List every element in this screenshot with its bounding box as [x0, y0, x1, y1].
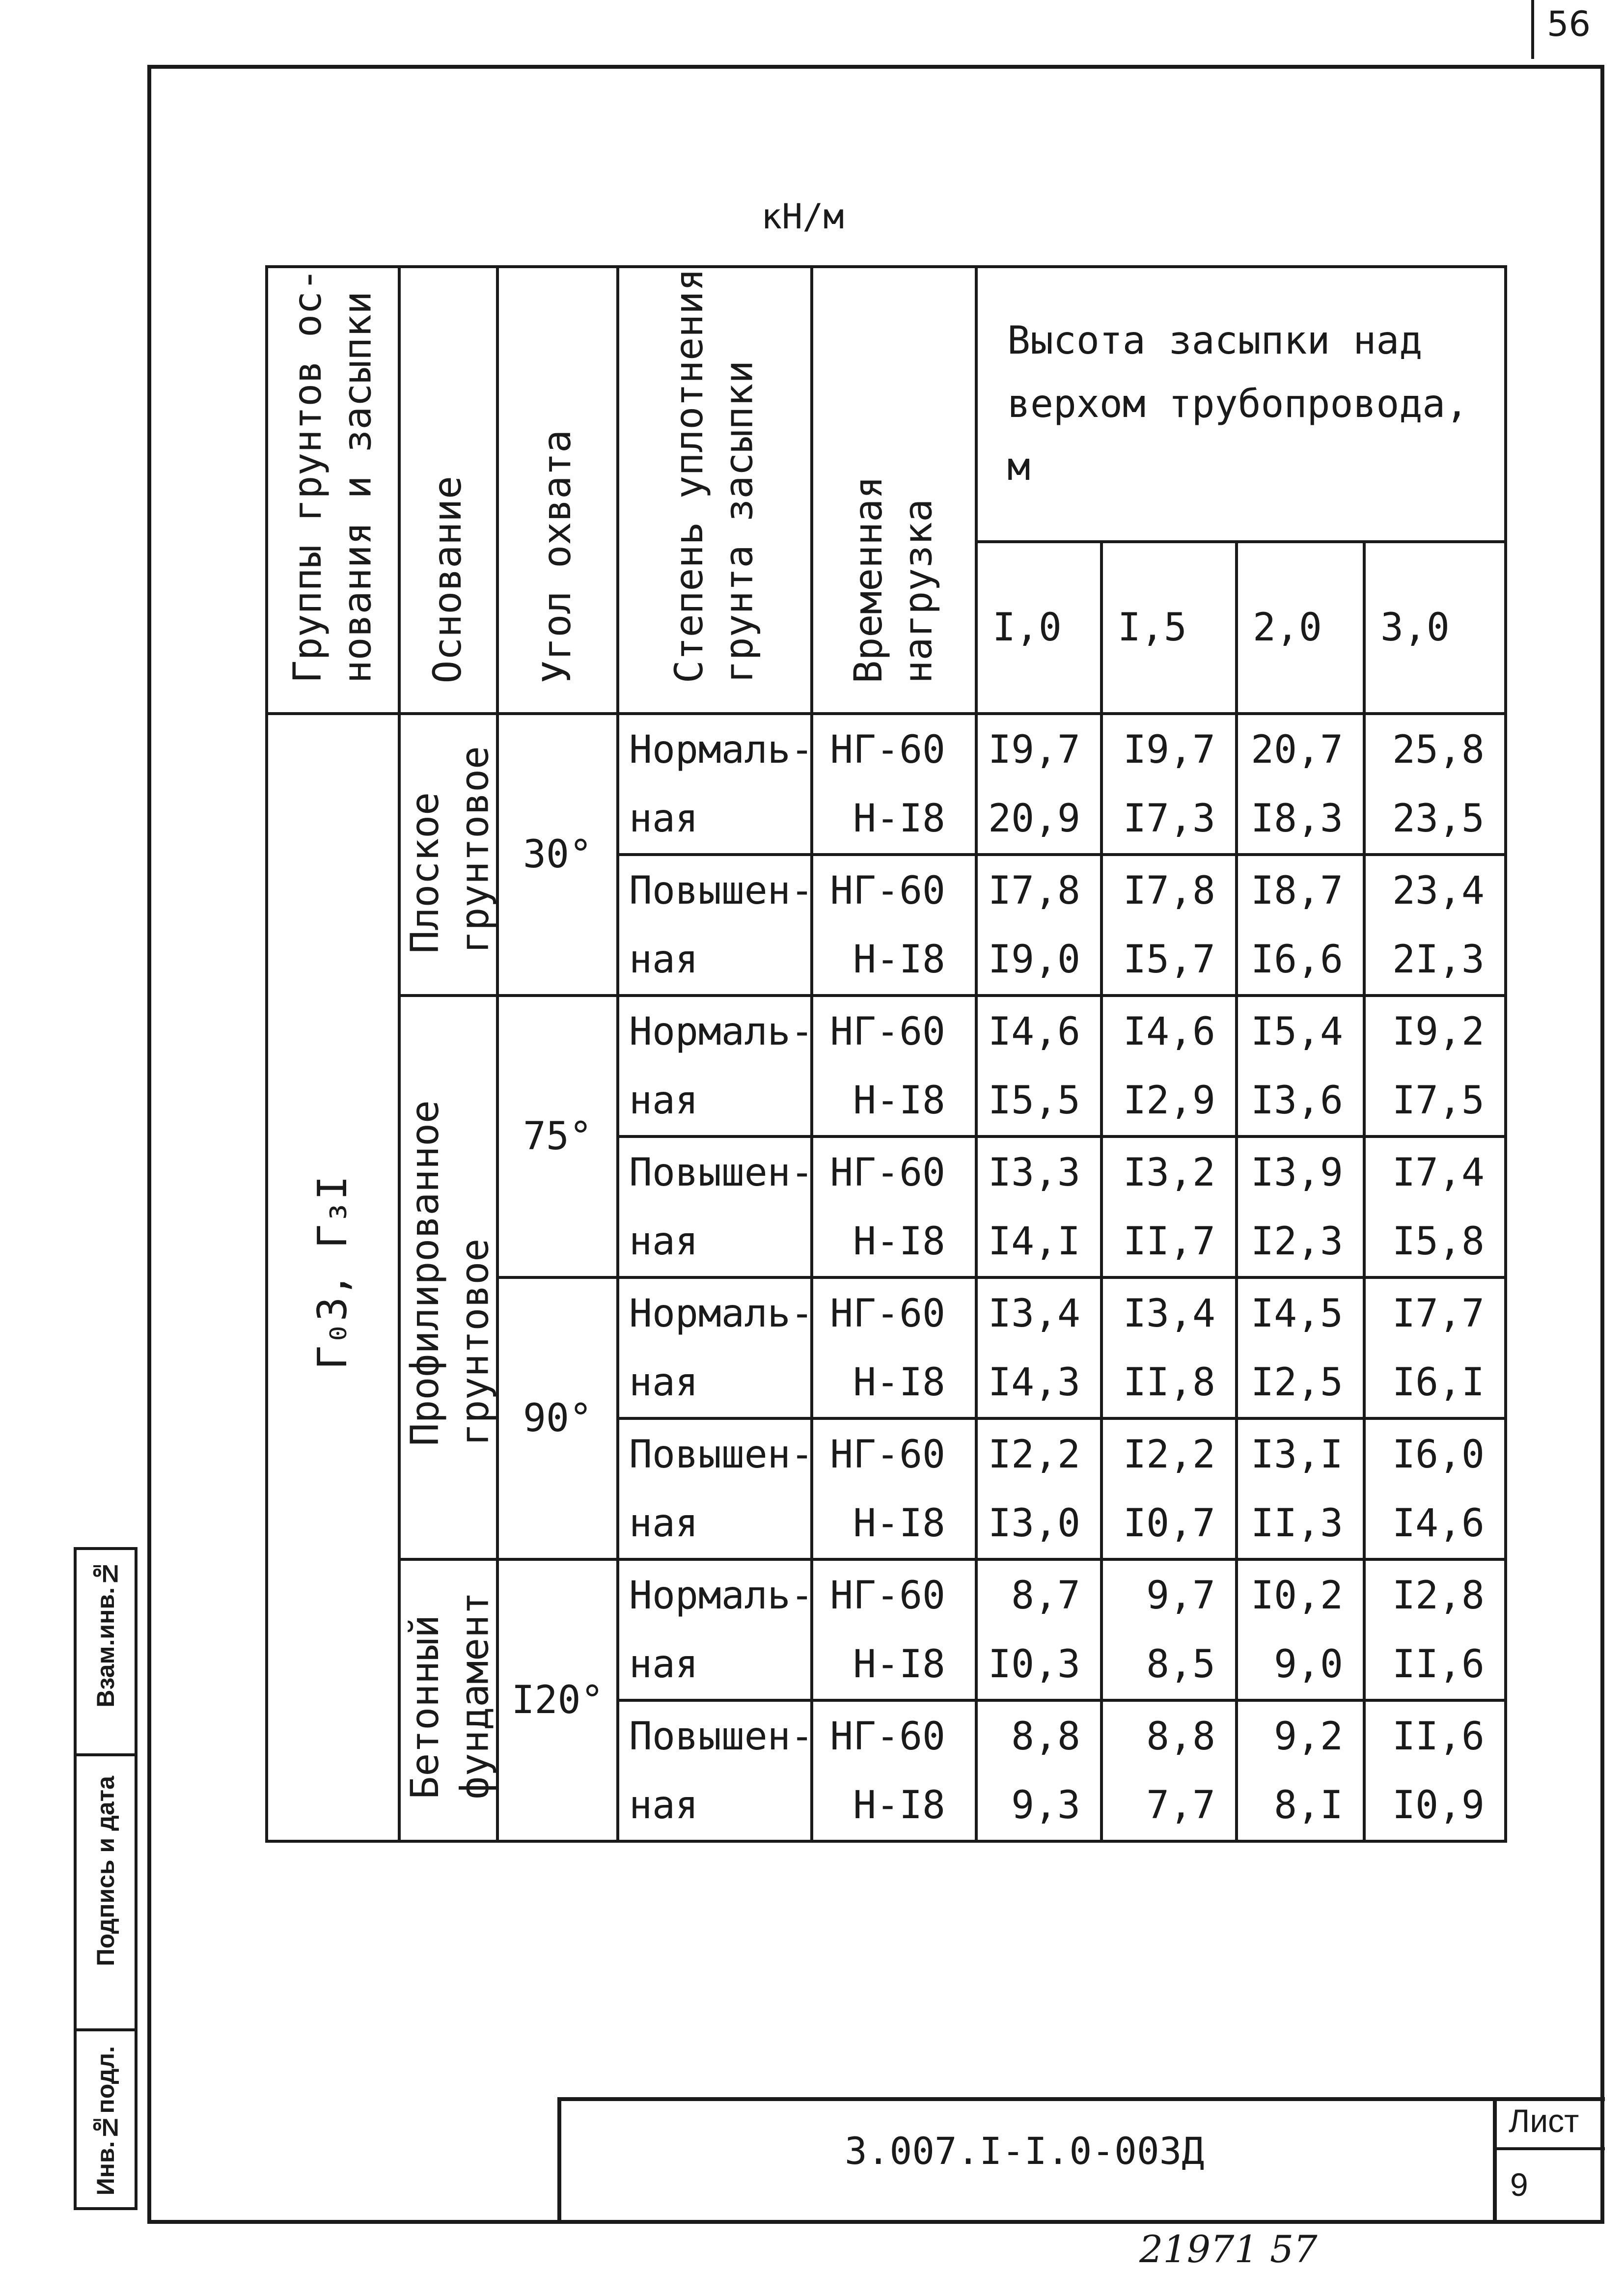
compaction-label: ная — [618, 1348, 812, 1419]
load-value: 2I,3 — [1364, 925, 1506, 996]
header-backfill-height: Высота засыпки над верхом трубопровода, м — [976, 267, 1506, 542]
load-type: Н-I8 — [812, 1771, 976, 1842]
load-value: 23,4 — [1364, 855, 1506, 925]
page-number: 56 — [1547, 4, 1591, 44]
load-value: I7,4 — [1364, 1136, 1506, 1207]
compaction-label: Повышен- — [618, 1700, 812, 1771]
load-value: I5,7 — [1101, 925, 1237, 996]
load-type: НГ-60 — [812, 1418, 976, 1489]
load-type: НГ-60 — [812, 996, 976, 1066]
stamp-cell-signature: Подпись и дата — [77, 1756, 135, 2031]
header-height-1: I,0 — [976, 542, 1101, 714]
load-value: I4,I — [976, 1207, 1101, 1278]
load-value: 9,2 — [1237, 1700, 1364, 1771]
load-value: I7,8 — [1101, 855, 1237, 925]
load-value: I7,7 — [1364, 1277, 1506, 1348]
compaction-label: Нормаль- — [618, 714, 812, 784]
load-value: I4,6 — [1364, 1489, 1506, 1560]
load-type: Н-I8 — [812, 1066, 976, 1137]
load-type: Н-I8 — [812, 1489, 976, 1560]
document-code: 3.007.I-I.0-003Д — [845, 2129, 1205, 2173]
load-value: I0,2 — [1237, 1559, 1364, 1630]
load-value: I3,3 — [976, 1136, 1101, 1207]
load-type: НГ-60 — [812, 1277, 976, 1348]
load-value: I8,7 — [1237, 855, 1364, 925]
load-value: 25,8 — [1364, 714, 1506, 784]
header-height-2: I,5 — [1101, 542, 1237, 714]
load-value: 8,5 — [1101, 1630, 1237, 1701]
angle-cell: I20° — [497, 1559, 618, 1841]
side-stamp — [74, 1547, 138, 2210]
load-value: 8,7 — [976, 1559, 1101, 1630]
soil-group-cell: Г₀3, Г₃I — [267, 714, 399, 1841]
base-type-cell: Плоское грунтовое — [399, 714, 497, 996]
load-value: I9,2 — [1364, 996, 1506, 1066]
angle-cell: 90° — [497, 1277, 618, 1559]
load-value: I6,6 — [1237, 925, 1364, 996]
compaction-label: Нормаль- — [618, 996, 812, 1066]
sheet-number: 9 — [1510, 2166, 1528, 2203]
load-type: НГ-60 — [812, 714, 976, 784]
load-value: 9,3 — [976, 1771, 1101, 1842]
compaction-label: ная — [618, 1630, 812, 1701]
load-value: II,8 — [1101, 1348, 1237, 1419]
load-value: 23,5 — [1364, 784, 1506, 855]
load-value: I3,4 — [976, 1277, 1101, 1348]
load-type: НГ-60 — [812, 1136, 976, 1207]
load-value: 20,9 — [976, 784, 1101, 855]
load-value: I3,I — [1237, 1418, 1364, 1489]
load-value: I3,9 — [1237, 1136, 1364, 1207]
load-value: I0,7 — [1101, 1489, 1237, 1560]
load-value: I6,0 — [1364, 1418, 1506, 1489]
compaction-label: Нормаль- — [618, 1559, 812, 1630]
load-value: I2,9 — [1101, 1066, 1237, 1137]
load-value: I3,6 — [1237, 1066, 1364, 1137]
load-value: I4,3 — [976, 1348, 1101, 1419]
compaction-label: ная — [618, 1771, 812, 1842]
load-value: I0,9 — [1364, 1771, 1506, 1842]
angle-cell: 75° — [497, 996, 618, 1277]
load-value: I9,0 — [976, 925, 1101, 996]
load-value: 9,7 — [1101, 1559, 1237, 1630]
angle-cell: 30° — [497, 714, 618, 996]
load-type: Н-I8 — [812, 784, 976, 855]
compaction-label: Повышен- — [618, 1136, 812, 1207]
stamp-cell-replace: Взам.инв.№ — [77, 1550, 135, 1756]
load-type: Н-I8 — [812, 1630, 976, 1701]
corner-divider — [1531, 0, 1534, 59]
load-type: НГ-60 — [812, 1700, 976, 1771]
load-value: II,6 — [1364, 1700, 1506, 1771]
load-value: II,3 — [1237, 1489, 1364, 1560]
load-value: 8,8 — [1101, 1700, 1237, 1771]
load-value: I5,8 — [1364, 1207, 1506, 1278]
load-value: I5,4 — [1237, 996, 1364, 1066]
base-type-cell: Бетонный фундамент — [399, 1559, 497, 1841]
load-value: I0,3 — [976, 1630, 1101, 1701]
load-type: НГ-60 — [812, 855, 976, 925]
load-value: I4,6 — [1101, 996, 1237, 1066]
load-value: I9,7 — [976, 714, 1101, 784]
base-type-cell: Профилированное грунтовое — [399, 996, 497, 1559]
compaction-label: ная — [618, 1207, 812, 1278]
load-value: II,6 — [1364, 1630, 1506, 1701]
stamp-cell-inventory: Инв.№подл. — [92, 2046, 119, 2196]
load-value: I7,8 — [976, 855, 1101, 925]
load-value: I2,5 — [1237, 1348, 1364, 1419]
compaction-label: ная — [618, 1066, 812, 1137]
compaction-label: Повышен- — [618, 1418, 812, 1489]
unit-label: кН/м — [761, 196, 844, 237]
load-value: I2,2 — [976, 1418, 1101, 1489]
load-value: I8,3 — [1237, 784, 1364, 855]
compaction-label: Повышен- — [618, 855, 812, 925]
load-value: I6,I — [1364, 1348, 1506, 1419]
header-base: Основание — [399, 267, 497, 714]
load-value: I7,5 — [1364, 1066, 1506, 1137]
load-value: I3,0 — [976, 1489, 1101, 1560]
compaction-label: Нормаль- — [618, 1277, 812, 1348]
compaction-label: ная — [618, 925, 812, 996]
load-value: I4,6 — [976, 996, 1101, 1066]
load-type: Н-I8 — [812, 1207, 976, 1278]
load-table — [265, 265, 1507, 1843]
load-value: 20,7 — [1237, 714, 1364, 784]
header-height-3: 2,0 — [1237, 542, 1364, 714]
load-value: 9,0 — [1237, 1630, 1364, 1701]
load-type: Н-I8 — [812, 925, 976, 996]
load-value: I2,3 — [1237, 1207, 1364, 1278]
footer-number: 21971 57 — [1139, 2227, 1318, 2271]
load-type: Н-I8 — [812, 1348, 976, 1419]
sheet-label: Лист — [1509, 2103, 1579, 2139]
load-value: I4,5 — [1237, 1277, 1364, 1348]
title-block-sheet-line — [1493, 2147, 1605, 2150]
load-value: I2,8 — [1364, 1559, 1506, 1630]
header-compaction: Степень уплотнения грунта засыпки — [618, 267, 812, 714]
load-value: 7,7 — [1101, 1771, 1237, 1842]
load-value: I5,5 — [976, 1066, 1101, 1137]
header-height-4: 3,0 — [1364, 542, 1506, 714]
load-value: I3,2 — [1101, 1136, 1237, 1207]
header-soil-groups: Группы грунтов ос- нования и засыпки — [267, 267, 399, 714]
compaction-label: ная — [618, 784, 812, 855]
load-value: 8,I — [1237, 1771, 1364, 1842]
compaction-label: ная — [618, 1489, 812, 1560]
load-value: II,7 — [1101, 1207, 1237, 1278]
header-temp-load: Временная нагрузка — [812, 267, 976, 714]
header-angle: Угол охвата — [497, 267, 618, 714]
load-value: I2,2 — [1101, 1418, 1237, 1489]
load-value: I7,3 — [1101, 784, 1237, 855]
load-value: I3,4 — [1101, 1277, 1237, 1348]
title-block-divider — [1493, 2097, 1497, 2224]
load-type: НГ-60 — [812, 1559, 976, 1630]
load-value: 8,8 — [976, 1700, 1101, 1771]
load-value: I9,7 — [1101, 714, 1237, 784]
